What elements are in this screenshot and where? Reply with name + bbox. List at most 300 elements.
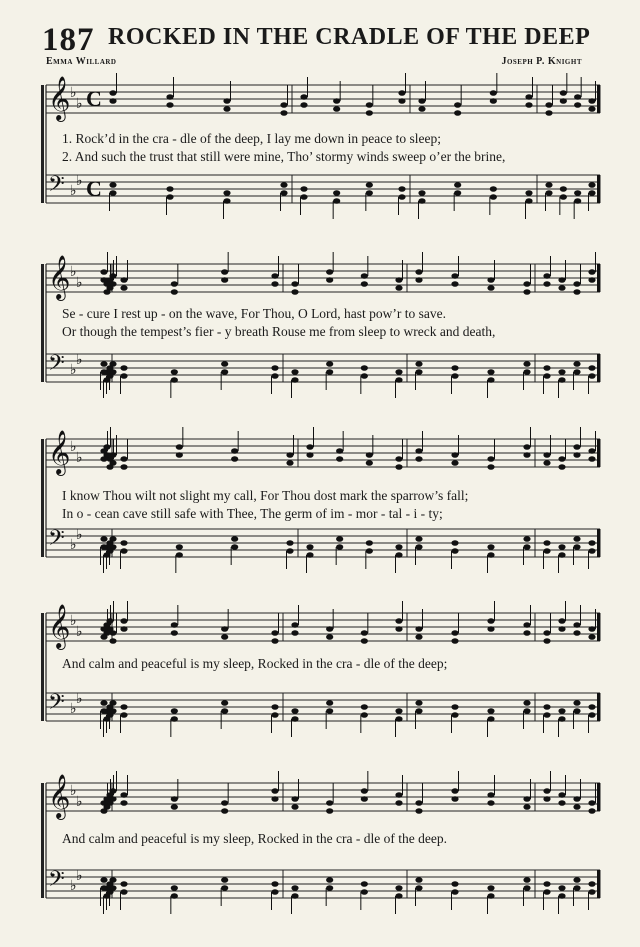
composer-credit: Joseph P. Knight	[501, 56, 582, 67]
lyric-line-1: And calm and peaceful is my sleep, Rocked in the cra - dle of the deep;	[62, 656, 448, 671]
note-head	[415, 708, 422, 714]
note-head	[418, 190, 425, 196]
note-head	[523, 289, 530, 295]
note-head	[171, 708, 178, 714]
note-head	[120, 464, 127, 470]
note-head	[451, 630, 458, 636]
note-head	[543, 630, 550, 636]
note-head	[451, 889, 458, 895]
note-head	[398, 186, 405, 192]
note-head	[100, 877, 107, 883]
note-head	[573, 289, 580, 295]
note-head	[395, 544, 402, 550]
note-head	[326, 885, 333, 891]
note-head	[558, 716, 565, 722]
note-head	[109, 90, 116, 96]
note-head	[395, 626, 402, 632]
note-head	[120, 800, 127, 806]
note-head	[103, 377, 110, 383]
system-brace	[41, 783, 44, 898]
note-head	[271, 281, 278, 287]
note-head	[415, 626, 422, 632]
note-head	[221, 885, 228, 891]
music-system-1	[0, 72, 640, 247]
note-head	[545, 110, 552, 116]
note-head	[588, 712, 595, 718]
note-head	[523, 700, 530, 706]
note-head	[221, 877, 228, 883]
note-head	[291, 369, 298, 375]
note-head	[398, 194, 405, 200]
note-head	[171, 893, 178, 899]
lyricist-credit: Emma Willard	[46, 56, 117, 67]
note-head	[415, 885, 422, 891]
note-head	[361, 796, 368, 802]
note-head	[395, 800, 402, 806]
note-head	[100, 700, 107, 706]
note-head	[560, 194, 567, 200]
note-head	[395, 369, 402, 375]
note-head	[545, 102, 552, 108]
note-head	[588, 373, 595, 379]
note-head	[415, 269, 422, 275]
note-head	[231, 544, 238, 550]
note-head	[271, 630, 278, 636]
note-head	[573, 369, 580, 375]
note-head	[523, 622, 530, 628]
note-head	[395, 552, 402, 558]
note-head	[558, 277, 565, 283]
note-head	[487, 277, 494, 283]
note-head	[543, 273, 550, 279]
note-head	[166, 102, 173, 108]
flat-icon: ♭	[70, 784, 77, 799]
note-head	[415, 544, 422, 550]
note-head	[523, 630, 530, 636]
hymn-header	[0, 0, 640, 80]
note-head	[588, 106, 595, 112]
note-head	[588, 277, 595, 283]
note-head	[171, 716, 178, 722]
note-head	[100, 536, 107, 542]
hymn-title: ROCKED IN THE CRADLE OF THE DEEP	[108, 24, 591, 50]
end-barline	[597, 693, 600, 721]
note-head	[361, 889, 368, 895]
note-head	[361, 281, 368, 287]
note-head	[558, 285, 565, 291]
note-head	[100, 456, 107, 462]
note-head	[300, 194, 307, 200]
note-head	[361, 638, 368, 644]
flat-icon: ♭	[76, 174, 83, 189]
treble-clef-icon: 𝄞	[48, 774, 71, 818]
note-head	[588, 365, 595, 371]
note-head	[487, 792, 494, 798]
note-head	[120, 365, 127, 371]
system-brace	[41, 264, 44, 382]
end-barline	[597, 529, 600, 557]
note-head	[361, 704, 368, 710]
note-head	[100, 448, 107, 454]
note-head	[300, 186, 307, 192]
note-head	[487, 708, 494, 714]
note-head	[588, 456, 595, 462]
note-head	[487, 285, 494, 291]
treble-clef-icon: 𝄞	[48, 255, 71, 299]
note-head	[271, 704, 278, 710]
hymn-number: 187	[42, 22, 95, 58]
note-head	[300, 102, 307, 108]
note-head	[543, 788, 550, 794]
note-head	[361, 373, 368, 379]
flat-icon: ♭	[76, 276, 83, 291]
note-head	[120, 285, 127, 291]
note-head	[333, 98, 340, 104]
note-head	[523, 877, 530, 883]
note-head	[361, 788, 368, 794]
note-head	[487, 800, 494, 806]
note-head	[306, 544, 313, 550]
bass-clef-icon: 𝄢	[48, 690, 65, 720]
note-head	[291, 885, 298, 891]
note-head	[291, 716, 298, 722]
note-head	[109, 190, 116, 196]
note-head	[280, 182, 287, 188]
note-head	[100, 269, 107, 275]
note-head	[326, 369, 333, 375]
note-head	[415, 800, 422, 806]
note-head	[543, 281, 550, 287]
note-head	[573, 281, 580, 287]
note-head	[451, 365, 458, 371]
note-head	[543, 548, 550, 554]
note-head	[487, 456, 494, 462]
note-head	[415, 456, 422, 462]
note-head	[221, 634, 228, 640]
note-head	[573, 622, 580, 628]
note-head	[588, 881, 595, 887]
note-head	[588, 704, 595, 710]
note-head	[326, 626, 333, 632]
note-head	[588, 540, 595, 546]
note-head	[454, 110, 461, 116]
note-head	[333, 106, 340, 112]
note-head	[573, 444, 580, 450]
note-head	[588, 800, 595, 806]
note-head	[326, 634, 333, 640]
note-head	[291, 622, 298, 628]
note-head	[120, 881, 127, 887]
note-head	[558, 893, 565, 899]
note-head	[415, 369, 422, 375]
note-head	[109, 98, 116, 104]
note-head	[451, 373, 458, 379]
note-head	[558, 544, 565, 550]
note-head	[573, 361, 580, 367]
note-head	[366, 110, 373, 116]
note-head	[523, 444, 530, 450]
note-head	[109, 638, 116, 644]
note-head	[523, 804, 530, 810]
note-head	[100, 626, 107, 632]
note-head	[103, 552, 110, 558]
lyric-line-1: 1. Rock’d in the cra - dle of the deep, I lay me down in peace to sleep;	[62, 131, 441, 146]
flat-icon: ♭	[76, 625, 83, 640]
end-barline	[597, 354, 600, 382]
note-head	[291, 289, 298, 295]
note-head	[525, 94, 532, 100]
note-head	[523, 544, 530, 550]
note-head	[573, 544, 580, 550]
end-barline	[597, 439, 600, 467]
note-head	[286, 452, 293, 458]
final-barline	[597, 783, 600, 811]
flat-icon: ♭	[76, 451, 83, 466]
note-head	[415, 361, 422, 367]
note-head	[487, 552, 494, 558]
flat-icon: ♭	[76, 97, 83, 112]
note-head	[280, 110, 287, 116]
flat-icon: ♭	[70, 440, 77, 455]
note-head	[336, 456, 343, 462]
note-head	[286, 548, 293, 554]
note-head	[326, 269, 333, 275]
note-head	[120, 792, 127, 798]
note-head	[573, 885, 580, 891]
note-head	[487, 544, 494, 550]
note-head	[451, 273, 458, 279]
note-head	[366, 190, 373, 196]
note-head	[451, 712, 458, 718]
note-head	[100, 361, 107, 367]
note-head	[231, 448, 238, 454]
note-head	[326, 361, 333, 367]
note-head	[573, 700, 580, 706]
note-head	[103, 893, 110, 899]
note-head	[525, 102, 532, 108]
end-barline	[597, 613, 600, 641]
note-head	[223, 190, 230, 196]
note-head	[223, 98, 230, 104]
note-head	[366, 540, 373, 546]
note-head	[523, 708, 530, 714]
note-head	[543, 638, 550, 644]
flat-icon: ♭	[76, 353, 83, 368]
note-head	[487, 885, 494, 891]
note-head	[326, 808, 333, 814]
note-head	[366, 548, 373, 554]
note-head	[558, 885, 565, 891]
note-head	[523, 796, 530, 802]
note-head	[271, 796, 278, 802]
note-head	[525, 198, 532, 204]
bass-clef-icon: 𝄢	[48, 867, 65, 897]
lyric-line-2: In o - cean cave still safe with Thee, The germ of im - mor - tal - i - ty;	[62, 506, 443, 521]
note-head	[574, 198, 581, 204]
note-head	[100, 708, 107, 714]
note-head	[306, 452, 313, 458]
note-head	[271, 273, 278, 279]
note-head	[418, 98, 425, 104]
note-head	[361, 712, 368, 718]
note-head	[588, 269, 595, 275]
end-barline	[597, 175, 600, 203]
note-head	[560, 98, 567, 104]
note-head	[166, 194, 173, 200]
flat-icon: ♭	[76, 528, 83, 543]
note-head	[573, 452, 580, 458]
note-head	[543, 460, 550, 466]
note-head	[543, 796, 550, 802]
note-head	[306, 444, 313, 450]
note-head	[171, 630, 178, 636]
note-head	[326, 700, 333, 706]
note-head	[361, 365, 368, 371]
flat-icon: ♭	[70, 265, 77, 280]
note-head	[366, 102, 373, 108]
lyric-line-2: Or though the tempest’s fier - y breath Rouse me from sleep to wreck and death,	[62, 324, 496, 339]
note-head	[366, 182, 373, 188]
note-head	[574, 190, 581, 196]
note-head	[171, 885, 178, 891]
note-head	[451, 788, 458, 794]
note-head	[415, 808, 422, 814]
note-head	[574, 102, 581, 108]
note-head	[336, 448, 343, 454]
note-head	[271, 712, 278, 718]
note-head	[291, 377, 298, 383]
note-head	[280, 102, 287, 108]
flat-icon: ♭	[76, 869, 83, 884]
lyric-line-1: Se - cure I rest up - on the wave, For Thou, O Lord, hast pow’r to save.	[62, 306, 447, 321]
flat-icon: ♭	[70, 363, 77, 378]
note-head	[415, 877, 422, 883]
note-head	[588, 808, 595, 814]
note-head	[487, 618, 494, 624]
system-brace	[41, 85, 44, 203]
note-head	[221, 800, 228, 806]
note-head	[171, 281, 178, 287]
note-head	[451, 548, 458, 554]
note-head	[100, 800, 107, 806]
note-head	[560, 186, 567, 192]
note-head	[523, 369, 530, 375]
note-head	[558, 800, 565, 806]
note-head	[588, 182, 595, 188]
note-head	[558, 377, 565, 383]
note-head	[171, 804, 178, 810]
note-head	[166, 94, 173, 100]
note-head	[106, 464, 113, 470]
note-head	[454, 182, 461, 188]
note-head	[176, 452, 183, 458]
note-head	[100, 544, 107, 550]
note-head	[543, 540, 550, 546]
note-head	[487, 464, 494, 470]
note-head	[100, 808, 107, 814]
note-head	[221, 626, 228, 632]
note-head	[171, 289, 178, 295]
note-head	[451, 460, 458, 466]
score-staves	[0, 770, 640, 945]
note-head	[221, 808, 228, 814]
note-head	[588, 626, 595, 632]
note-head	[543, 704, 550, 710]
note-head	[280, 190, 287, 196]
treble-clef-icon: 𝄞	[48, 604, 71, 648]
note-head	[573, 536, 580, 542]
note-head	[171, 622, 178, 628]
note-head	[558, 464, 565, 470]
note-head	[221, 708, 228, 714]
common-time-icon: C	[86, 86, 102, 111]
note-head	[543, 712, 550, 718]
note-head	[223, 198, 230, 204]
note-head	[545, 190, 552, 196]
note-head	[490, 90, 497, 96]
note-head	[395, 464, 402, 470]
note-head	[361, 630, 368, 636]
note-head	[415, 634, 422, 640]
note-head	[271, 373, 278, 379]
note-head	[176, 544, 183, 550]
note-head	[100, 885, 107, 891]
note-head	[588, 448, 595, 454]
note-head	[558, 552, 565, 558]
flat-icon: ♭	[70, 538, 77, 553]
note-head	[398, 90, 405, 96]
flat-icon: ♭	[70, 614, 77, 629]
flat-icon: ♭	[70, 879, 77, 894]
note-head	[395, 618, 402, 624]
note-head	[560, 90, 567, 96]
flat-icon: ♭	[76, 692, 83, 707]
note-head	[271, 365, 278, 371]
note-head	[523, 281, 530, 287]
note-head	[291, 708, 298, 714]
note-head	[523, 361, 530, 367]
note-head	[523, 536, 530, 542]
note-head	[120, 540, 127, 546]
flat-icon: ♭	[70, 184, 77, 199]
bass-clef-icon: 𝄢	[48, 526, 65, 556]
note-head	[306, 552, 313, 558]
note-head	[573, 804, 580, 810]
note-head	[415, 700, 422, 706]
note-head	[120, 626, 127, 632]
note-head	[395, 716, 402, 722]
note-head	[120, 548, 127, 554]
flat-icon: ♭	[70, 702, 77, 717]
note-head	[120, 373, 127, 379]
note-head	[221, 269, 228, 275]
note-head	[543, 889, 550, 895]
note-head	[523, 885, 530, 891]
music-system-5	[0, 770, 640, 945]
note-head	[120, 618, 127, 624]
note-head	[103, 289, 110, 295]
note-head	[221, 361, 228, 367]
note-head	[543, 452, 550, 458]
note-head	[415, 277, 422, 283]
score-staves	[0, 600, 640, 775]
note-head	[291, 804, 298, 810]
note-head	[336, 536, 343, 542]
note-head	[418, 198, 425, 204]
music-system-2	[0, 251, 640, 426]
system-brace	[41, 439, 44, 557]
note-head	[487, 716, 494, 722]
